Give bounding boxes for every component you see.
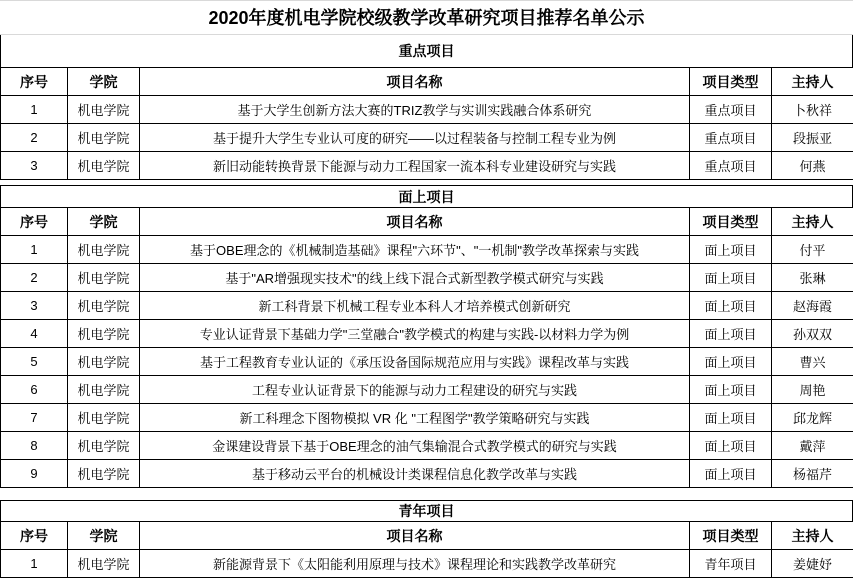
cell-index: 4: [1, 320, 68, 348]
table-header-row: [1, 68, 853, 96]
table-row: [1, 292, 853, 320]
table-row: [1, 348, 853, 376]
cell-project-type: 重点项目: [690, 152, 772, 180]
table-row: [1, 320, 853, 348]
cell-index: 3: [1, 292, 68, 320]
cell-project-name: 金课建设背景下基于OBE理念的油气集输混合式教学模式的研究与实践: [140, 432, 690, 460]
column-header-project-name: 项目名称: [140, 522, 690, 550]
projects-table: [0, 207, 853, 488]
cell-college: 机电学院: [68, 404, 140, 432]
table-row: [1, 376, 853, 404]
section-header-band: 面上项目: [0, 185, 853, 208]
cell-college: 机电学院: [68, 432, 140, 460]
cell-leader: 段振亚: [772, 124, 853, 152]
cell-index: 7: [1, 404, 68, 432]
cell-college: 机电学院: [68, 550, 140, 578]
cell-project-name: 新旧动能转换背景下能源与动力工程国家一流本科专业建设研究与实践: [140, 152, 690, 180]
cell-college: 机电学院: [68, 460, 140, 488]
column-header-college: 学院: [68, 522, 140, 550]
column-header-project-type: 项目类型: [690, 68, 772, 96]
cell-leader: 何燕: [772, 152, 853, 180]
cell-index: 2: [1, 264, 68, 292]
cell-leader: 曹兴: [772, 348, 853, 376]
cell-college: 机电学院: [68, 376, 140, 404]
column-header-leader: 主持人: [772, 522, 853, 550]
section: [0, 185, 853, 488]
cell-project-type: 面上项目: [690, 348, 772, 376]
cell-leader: 付平: [772, 236, 853, 264]
table-row: [1, 460, 853, 488]
column-header-index: 序号: [1, 208, 68, 236]
cell-project-type: 面上项目: [690, 236, 772, 264]
table-row: [1, 236, 853, 264]
projects-table: [0, 67, 853, 180]
cell-index: 5: [1, 348, 68, 376]
sections-container: [0, 35, 853, 578]
table-header-row: [1, 522, 853, 550]
section-header-band: 重点项目: [0, 35, 853, 68]
table-header-row: [1, 208, 853, 236]
cell-leader: 孙双双: [772, 320, 853, 348]
column-header-index: 序号: [1, 68, 68, 96]
cell-project-name: 基于提升大学生专业认可度的研究——以过程装备与控制工程专业为例: [140, 124, 690, 152]
cell-project-type: 面上项目: [690, 292, 772, 320]
cell-college: 机电学院: [68, 292, 140, 320]
cell-leader: 姜婕妤: [772, 550, 853, 578]
column-header-college: 学院: [68, 208, 140, 236]
cell-project-type: 面上项目: [690, 376, 772, 404]
cell-leader: 卜秋祥: [772, 96, 853, 124]
table-row: [1, 404, 853, 432]
cell-project-type: 青年项目: [690, 550, 772, 578]
cell-project-name: 基于"AR增强现实技术"的线上线下混合式新型教学模式研究与实践: [140, 264, 690, 292]
cell-project-name: 新工科理念下图物模拟 VR 化 "工程图学"教学策略研究与实践: [140, 404, 690, 432]
cell-college: 机电学院: [68, 124, 140, 152]
cell-college: 机电学院: [68, 264, 140, 292]
table-row: [1, 124, 853, 152]
cell-project-type: 面上项目: [690, 264, 772, 292]
cell-project-type: 面上项目: [690, 404, 772, 432]
cell-leader: 赵海霞: [772, 292, 853, 320]
page-title: 2020年度机电学院校级教学改革研究项目推荐名单公示: [0, 0, 853, 35]
table-row: [1, 264, 853, 292]
cell-project-type: 重点项目: [690, 96, 772, 124]
cell-leader: 戴萍: [772, 432, 853, 460]
cell-project-type: 面上项目: [690, 320, 772, 348]
cell-index: 3: [1, 152, 68, 180]
column-header-index: 序号: [1, 522, 68, 550]
column-header-project-type: 项目类型: [690, 522, 772, 550]
column-header-college: 学院: [68, 68, 140, 96]
projects-table: [0, 521, 853, 578]
cell-project-name: 新工科背景下机械工程专业本科人才培养模式创新研究: [140, 292, 690, 320]
cell-index: 1: [1, 96, 68, 124]
cell-leader: 杨福芹: [772, 460, 853, 488]
cell-project-name: 基于移动云平台的机械设计类课程信息化教学改革与实践: [140, 460, 690, 488]
table-row: [1, 432, 853, 460]
cell-leader: 张琳: [772, 264, 853, 292]
cell-index: 8: [1, 432, 68, 460]
table-row: [1, 550, 853, 578]
column-header-leader: 主持人: [772, 68, 853, 96]
section: [0, 35, 853, 180]
cell-leader: 邱龙辉: [772, 404, 853, 432]
cell-project-name: 基于工程教育专业认证的《承压设备国际规范应用与实践》课程改革与实践: [140, 348, 690, 376]
column-header-project-type: 项目类型: [690, 208, 772, 236]
cell-project-name: 专业认证背景下基础力学"三堂融合"教学模式的构建与实践-以材料力学为例: [140, 320, 690, 348]
cell-project-name: 基于大学生创新方法大赛的TRIZ教学与实训实践融合体系研究: [140, 96, 690, 124]
section-header-band: 青年项目: [0, 500, 853, 522]
cell-index: 1: [1, 550, 68, 578]
cell-college: 机电学院: [68, 236, 140, 264]
column-header-project-name: 项目名称: [140, 68, 690, 96]
table-row: [1, 152, 853, 180]
cell-project-type: 面上项目: [690, 432, 772, 460]
cell-project-name: 工程专业认证背景下的能源与动力工程建设的研究与实践: [140, 376, 690, 404]
cell-college: 机电学院: [68, 96, 140, 124]
cell-project-name: 基于OBE理念的《机械制造基础》课程"六环节"、"一机制"教学改革探索与实践: [140, 236, 690, 264]
cell-index: 6: [1, 376, 68, 404]
cell-college: 机电学院: [68, 348, 140, 376]
cell-college: 机电学院: [68, 152, 140, 180]
cell-college: 机电学院: [68, 320, 140, 348]
table-row: [1, 96, 853, 124]
cell-project-name: 新能源背景下《太阳能利用原理与技术》课程理论和实践教学改革研究: [140, 550, 690, 578]
cell-index: 1: [1, 236, 68, 264]
column-header-project-name: 项目名称: [140, 208, 690, 236]
cell-index: 2: [1, 124, 68, 152]
section: [0, 500, 853, 578]
cell-project-type: 重点项目: [690, 124, 772, 152]
cell-index: 9: [1, 460, 68, 488]
cell-project-type: 面上项目: [690, 460, 772, 488]
cell-leader: 周艳: [772, 376, 853, 404]
column-header-leader: 主持人: [772, 208, 853, 236]
